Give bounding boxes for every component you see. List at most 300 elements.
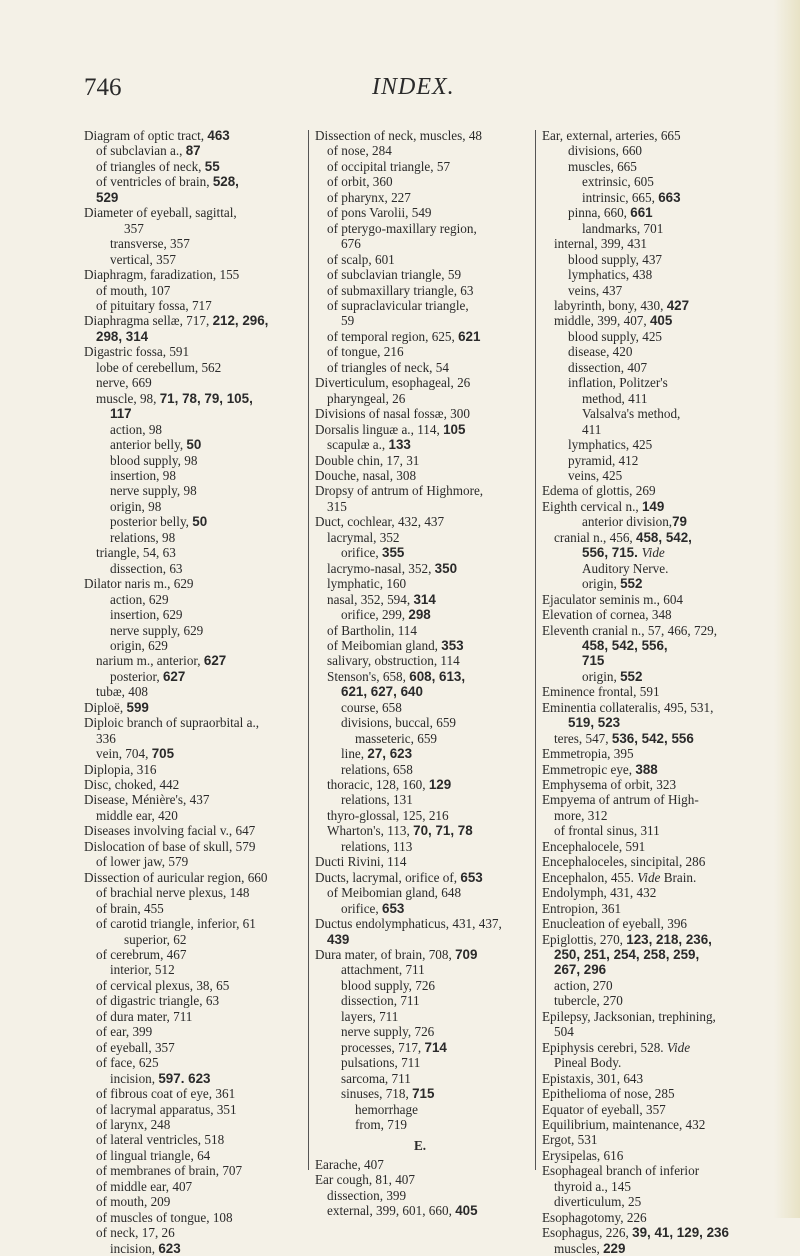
entry-text: Douche, nasal, 308 [315,467,417,483]
page-ref-bold: 528, [212,174,239,190]
entry-text: hemorrhage [355,1101,418,1117]
entry-text: Equilibrium, maintenance, 432 [542,1117,706,1132]
entry-text: posterior belly, [110,514,193,530]
index-entry [542,715,760,730]
entry-text: Empyema of antrum of High- [542,792,699,808]
entry-text: superior, 62 [124,931,187,947]
page-ref-bold: 621 [458,328,481,344]
entry-text: Eminence frontal, 591 [542,684,660,700]
index-entry [542,483,760,498]
entry-text: labyrinth, bony, 430, [554,297,667,313]
index-entry [542,1132,760,1147]
index-entry [542,1086,760,1101]
entry-text: 315 [327,498,347,514]
page-ref-bold: 621, 627, 640 [341,684,423,700]
index-entry [315,932,525,947]
entry-text: lymphatics, 425 [568,437,653,453]
entry-text: Ejaculator seminis m., 604 [542,591,684,607]
index-entry [542,561,760,576]
entry-text: Eleventh cranial n., 57, 466, 729, [542,622,718,638]
entry-text: 336 [96,730,116,746]
index-column-3 [542,128,760,1256]
entry-text: action, 270 [554,977,613,993]
index-entry [84,499,294,514]
entry-text: Eminentia collateralis, 495, 531, [542,699,714,715]
index-entry [84,885,294,900]
entry-text: 59 [341,313,355,329]
entry-text: pyramid, 412 [568,452,639,468]
index-entry [315,545,525,560]
entry-text: of digastric triangle, 63 [96,993,220,1009]
index-entry [315,252,525,267]
entry-text: Esophagus, 226, [542,1225,633,1241]
entry-text: diverticulum, 25 [554,1194,642,1210]
entry-text: salivary, obstruction, 114 [327,653,460,669]
entry-text: interior, 512 [110,962,175,978]
entry-text: action, 98 [110,421,163,437]
index-entry [542,406,760,421]
entry-text: Diploic branch of supraorbital a., [84,715,260,731]
index-entry [84,1132,294,1147]
entry-text: Dorsalis linguæ a., 114, [315,421,444,437]
index-entry [315,1203,525,1218]
index-entry [315,530,525,545]
page-ref-bold: 39, 41, 129, 236 [632,1225,729,1241]
page-ref-bold: 133 [388,437,411,453]
index-entry [315,1040,525,1055]
index-entry [84,576,294,591]
entry-text: of carotid triangle, inferior, 61 [96,916,256,932]
entry-text: method, 411 [582,390,648,406]
entry-text: disease, 420 [568,344,633,360]
index-entry [542,746,760,761]
entry-text: inflation, Politzer's [568,375,668,391]
entry-text: course, 658 [341,699,402,715]
index-entry [542,870,760,885]
entry-text: tubæ, 408 [96,684,149,700]
entry-text: Wharton's, 113, [327,823,414,839]
index-entry [315,236,525,251]
entry-text: relations, 98 [110,529,176,545]
entry-text: of face, 625 [96,1055,159,1071]
index-entry [84,391,294,406]
entry-text: Duct, cochlear, 432, 437 [315,514,445,530]
entry-text: of lateral ventricles, 518 [96,1132,225,1148]
index-entry [542,607,760,622]
index-entry [84,777,294,792]
index-entry [542,468,760,483]
index-entry [84,329,294,344]
index-entry [84,143,294,158]
entry-text: of ear, 399 [96,1024,153,1040]
index-entry [84,483,294,498]
index-entry [84,1040,294,1055]
index-entry [84,190,294,205]
entry-text: of scalp, 601 [327,251,395,267]
entry-text: anterior belly, [110,437,187,453]
entry-text: Diploë, [84,699,127,715]
entry-text: muscles, 665 [568,158,637,174]
index-entry [315,792,525,807]
page-ref-bold: 709 [455,947,478,963]
index-entry [542,808,760,823]
entry-text: of mouth, 209 [96,1194,171,1210]
index-entry [542,1055,760,1070]
index-entry [84,174,294,189]
entry-text: of supraclavicular triangle, [327,297,469,313]
index-entry [84,932,294,947]
entry-text: pinna, 660, [568,205,631,221]
entry-text: 411 [582,421,602,437]
page-ref-bold: 355 [382,545,405,561]
index-entry [84,1210,294,1225]
entry-text: anterior division, [582,514,673,530]
entry-text: Emmetropic eye, [542,761,636,777]
index-entry [84,1009,294,1024]
entry-text: of mouth, 107 [96,282,171,298]
entry-text: divisions, 660 [568,143,643,159]
index-entry [84,638,294,653]
index-entry [84,1024,294,1039]
index-entry [315,453,525,468]
index-entry [84,823,294,838]
index-entry [84,530,294,545]
index-entry [542,762,760,777]
entry-text: nerve, 669 [96,375,152,391]
index-entry [315,190,525,205]
index-entry [84,1179,294,1194]
index-entry [542,329,760,344]
page-ref-bold: 129 [428,777,452,793]
entry-text: thoracic, 128, 160, [327,777,429,793]
page-ref-bold: 661 [630,205,653,221]
entry-text: of pons Varolii, 549 [327,205,432,221]
entry-text: of larynx, 248 [96,1117,171,1132]
entry-text: of brain, 455 [96,900,164,916]
index-entry [84,1071,294,1086]
page-ref-bold: 50 [192,514,208,530]
entry-text: of fibrous coat of eye, 361 [96,1086,236,1102]
index-entry [542,1194,760,1209]
entry-text: of eyeball, 357 [96,1039,175,1055]
entry-text: of pituitary fossa, 717 [96,297,212,313]
entry-text: Auditory Nerve. [582,560,669,576]
index-entry [542,221,760,236]
index-entry [315,885,525,900]
entry-text: of tongue, 216 [327,344,404,360]
index-entry [84,221,294,236]
entry-text: Diaphragma sellæ, 717, [84,313,213,329]
page-ref-bold: 705 [151,746,175,762]
entry-text: Disease, Ménière's, 437 [84,792,210,808]
index-entry [315,1071,525,1086]
entry-text: origin, 629 [110,637,168,653]
entry-text: processes, 717, [341,1039,425,1055]
index-entry [315,1188,525,1203]
page-ref-bold: 552 [620,576,643,592]
page-ref-bold: 350 [434,560,458,576]
index-entry [542,1163,760,1178]
page-ref-bold: 105 [443,421,466,437]
index-entry [315,1117,525,1132]
index-entry [84,623,294,638]
entry-text: pharyngeal, 26 [327,390,406,406]
index-entry [315,1009,525,1024]
index-entry [315,267,525,282]
page-ref-bold: 123, 218, 236, [626,931,712,947]
page-ref-bold: 405 [455,1203,478,1219]
entry-text: vertical, 357 [110,251,176,267]
index-entry [84,514,294,529]
index-entry [542,313,760,328]
entry-text: lacrymo-nasal, 352, [327,560,435,576]
entry-text: landmarks, 701 [582,220,664,236]
entry-text: middle ear, 420 [96,807,178,823]
index-entry [542,1071,760,1086]
page-ref-bold: 50 [186,437,202,453]
page-ref-bold: 663 [658,189,681,205]
index-entry [315,1157,525,1172]
running-title: INDEX. [372,74,455,100]
entry-text: Epistaxis, 301, 643 [542,1070,644,1086]
entry-text: Epiphysis cerebri, 528. [542,1039,667,1055]
entry-text: Earache, 407 [315,1156,384,1172]
page-ref-bold: 627 [162,668,186,684]
index-entry [542,190,760,205]
entry-text: orifice, [341,545,383,561]
entry-text: dissection, 407 [568,359,648,375]
entry-text: vein, 704, [96,746,152,762]
entry-text: Emphysema of orbit, 323 [542,777,677,793]
entry-text: of nose, 284 [327,143,392,159]
index-entry [542,159,760,174]
entry-text: muscles, [554,1240,604,1256]
index-entry [542,174,760,189]
entry-text: of subclavian a., [96,143,186,159]
entry-text: Pineal Body. [554,1055,622,1071]
index-entry [542,638,760,653]
entry-text: of Bartholin, 114 [327,622,417,638]
entry-text: origin, [582,576,621,592]
entry-text: of pterygo-maxillary region, [327,220,477,236]
entry-text: Dura mater, of brain, 708, [315,947,456,963]
index-entry [84,545,294,560]
index-entry [542,623,760,638]
index-entry [315,391,525,406]
index-entry [542,1210,760,1225]
entry-text: incision, [110,1240,159,1256]
index-entry [84,1225,294,1240]
index-entry [542,1009,760,1024]
index-entry [84,607,294,622]
index-entry [542,653,760,668]
index-entry [542,839,760,854]
page-ref-bold: 388 [635,761,658,777]
entry-text: sarcoma, 711 [341,1070,411,1086]
index-entry [315,205,525,220]
entry-text: thyro-glossal, 125, 216 [327,807,449,823]
index-entry [315,468,525,483]
entry-text: action, 629 [110,591,169,607]
index-entry [84,715,294,730]
entry-text: Ear cough, 81, 407 [315,1172,415,1188]
entry-text: Dislocation of base of skull, 579 [84,838,256,854]
index-entry [542,422,760,437]
index-entry [315,360,525,375]
index-entry [84,700,294,715]
page-ref-bold: 250, 251, 254, 258, 259, [554,947,700,963]
entry-text: Divisions of nasal fossæ, 300 [315,406,470,422]
entry-text: internal, 399, 431 [554,236,648,252]
index-entry [315,993,525,1008]
index-entry [84,962,294,977]
entry-text: of occipital triangle, 57 [327,158,451,174]
page-number: 746 [84,74,122,101]
index-entry [315,947,525,962]
entry-text: orifice, 299, [341,607,409,623]
page-ref-bold: 405 [649,313,673,329]
entry-text: of temporal region, 625, [327,328,459,344]
index-entry [84,344,294,359]
entry-text: Eighth cervical n., [542,498,642,514]
index-entry [84,1148,294,1163]
entry-text: Equator of eyeball, 357 [542,1101,666,1117]
entry-text: line, [341,746,368,762]
index-entry [542,236,760,251]
index-entry [542,962,760,977]
page-ref-bold: 314 [413,591,436,607]
index-entry [542,700,760,715]
index-entry [315,159,525,174]
index-entry [315,298,525,313]
entry-text: external, 399, 601, 660, [327,1203,456,1219]
entry-text: thyroid a., 145 [554,1178,631,1194]
index-entry [84,653,294,668]
index-entry [84,360,294,375]
entry-text: Stenson's, 658, [327,668,410,684]
entry-text: Valsalva's method, [582,406,681,422]
entry-text: Digastric fossa, 591 [84,344,190,360]
page-ref-bold: 463 [207,128,230,143]
entry-text: nerve supply, 629 [110,622,204,638]
index-entry [315,1086,525,1101]
index-entry [315,1102,525,1117]
index-entry [84,422,294,437]
index-entry [84,808,294,823]
index-entry [315,329,525,344]
index-entry [84,684,294,699]
index-entry [84,1086,294,1101]
index-entry [315,592,525,607]
column-divider [535,130,536,1170]
index-entry [315,561,525,576]
index-entry [315,607,525,622]
index-entry [315,623,525,638]
page-ref-bold: 149 [641,498,665,514]
index-entry [542,1179,760,1194]
entry-text: Diaphragm, faradization, 155 [84,267,240,283]
index-entry [84,205,294,220]
index-entry [315,483,525,498]
entry-text: of brachial nerve plexus, 148 [96,885,250,901]
index-column-1 [84,128,294,1256]
index-entry [84,762,294,777]
index-entry [84,947,294,962]
entry-text: of triangles of neck, 54 [327,359,449,375]
entry-text: muscle, 98, [96,390,160,406]
entry-text: of triangles of neck, [96,158,205,174]
entry-text: of lower jaw, 579 [96,854,189,870]
index-entry [315,221,525,236]
entry-text: 357 [124,220,144,236]
index-entry [542,530,760,545]
entry-text: 676 [341,236,361,252]
index-entry [542,885,760,900]
index-entry [315,638,525,653]
index-entry [542,684,760,699]
index-entry [315,870,525,885]
section-letter: E. [413,1138,427,1154]
index-column-2 [315,128,525,1219]
entry-text: triangle, 54, 63 [96,545,176,561]
page-ref-bold: 267, 296 [554,962,607,978]
entry-text: blood supply, 726 [341,977,436,993]
entry-text: Disc, choked, 442 [84,777,180,793]
index-entry [315,808,525,823]
index-entry [315,823,525,838]
index-entry [542,143,760,158]
page-ref-bold: 597. 623 [158,1070,211,1086]
entry-text: Vide [666,1039,691,1055]
index-entry [84,252,294,267]
page-ref-bold: 714 [424,1039,447,1055]
entry-text: Encephaloceles, sincipital, 286 [542,854,706,870]
index-entry [315,143,525,158]
index-entry [84,592,294,607]
index-entry [542,978,760,993]
index-entry [84,731,294,746]
index-entry [542,437,760,452]
page-ref-bold: 599 [126,699,149,715]
entry-text: Endolymph, 431, 432 [542,885,657,901]
index-entry [542,453,760,468]
entry-text: Ducts, lacrymal, orifice of, [315,869,461,885]
index-entry [315,653,525,668]
page-ref-bold: 552 [620,668,643,684]
page-ref-bold: 458, 542, 556, [582,637,668,653]
entry-text: of pharynx, 227 [327,189,411,205]
index-entry [315,313,525,328]
entry-text: of membranes of brain, 707 [96,1163,243,1179]
page-ref-bold: 298 [408,607,431,623]
index-entry [84,437,294,452]
index-entry [542,576,760,591]
index-entry [84,1055,294,1070]
index-entry [542,514,760,529]
entry-text: of Meibomian gland, [327,637,442,653]
index-entry [315,406,525,421]
page-ref-bold: 55 [204,158,220,174]
index-entry [315,375,525,390]
index-entry [542,1225,760,1240]
entry-text: scapulæ a., [327,437,389,453]
entry-text: Double chin, 17, 31 [315,452,420,468]
entry-text: lymphatics, 438 [568,267,653,283]
entry-text: Diplopia, 316 [84,761,157,777]
index-entry [542,731,760,746]
page-ref-bold: 536, 542, 556 [611,730,694,746]
page-ref-bold: 653 [460,869,483,885]
